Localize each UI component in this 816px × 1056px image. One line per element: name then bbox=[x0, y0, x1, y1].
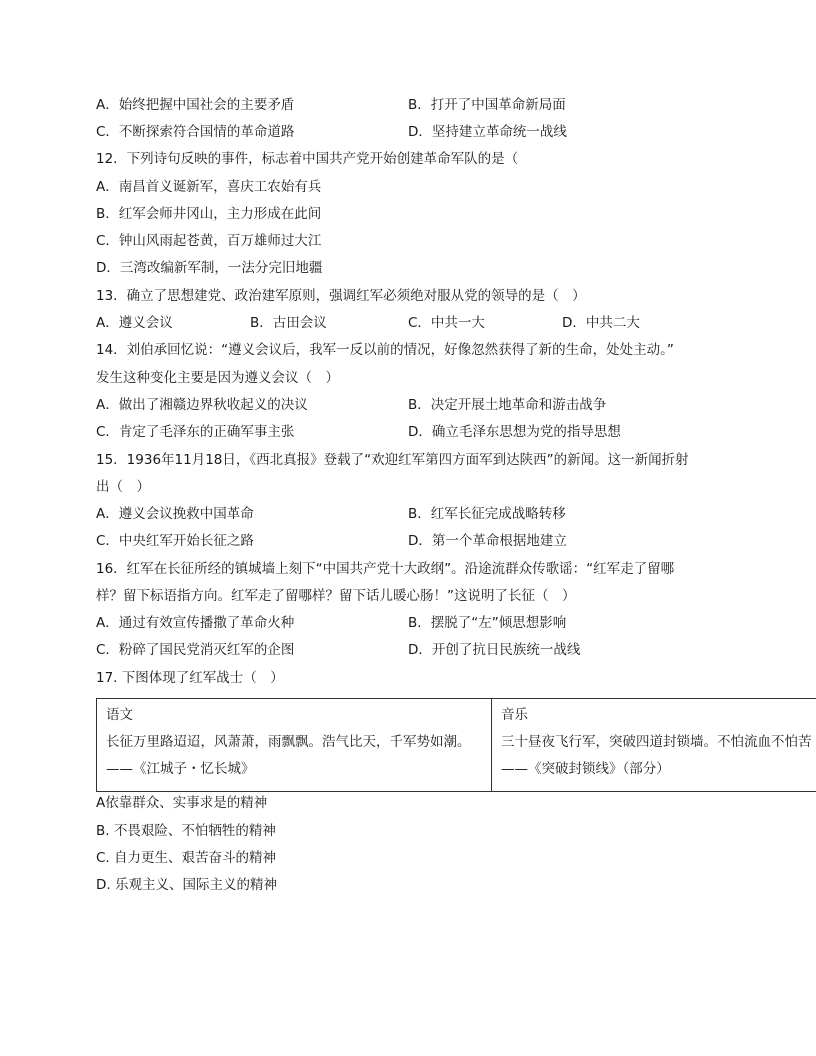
q17-option-d: D. 乐观主义、国际主义的精神 bbox=[96, 877, 277, 893]
q13-option-c: C．中共一大 bbox=[408, 315, 485, 331]
music-title: 音乐 bbox=[501, 707, 528, 723]
q13-option-d: D．中共二大 bbox=[562, 315, 640, 331]
q14-option-a: A．做出了湘赣边界秋收起义的决议 bbox=[96, 397, 308, 413]
q12-option-c: C．钟山风雨起苍黄，百万雄师过大江 bbox=[96, 233, 322, 249]
q12-option-a: A．南昌首义诞新军，喜庆工农始有兵 bbox=[96, 179, 322, 195]
q11-option-d: D．坚持建立革命统一战线 bbox=[408, 124, 567, 140]
q15-stem-line2: 出（ ） bbox=[96, 479, 150, 495]
q16-option-b: B．摆脱了“左”倾思想影响 bbox=[408, 615, 567, 631]
q14-stem-line1: 14．刘伯承回忆说：“遵义会议后，我军一反以前的情况，好像忽然获得了新的生命，处处主动。” bbox=[96, 342, 674, 358]
q16-option-c: C．粉碎了国民党消灭红军的企图 bbox=[96, 642, 295, 658]
q17-material-table bbox=[96, 698, 816, 792]
q13-option-a: A．遵义会议 bbox=[96, 315, 173, 331]
q15-option-d: D．第一个革命根据地建立 bbox=[408, 533, 567, 549]
q14-option-b: B．决定开展土地革命和游击战争 bbox=[408, 397, 607, 413]
q11-option-c: C．不断探索符合国情的革命道路 bbox=[96, 124, 295, 140]
chinese-poem: 长征万里路迢迢，风萧萧，雨飘飘。浩气比天，千军势如潮。 bbox=[106, 734, 471, 750]
q15-option-a: A．遵义会议挽救中国革命 bbox=[96, 506, 254, 522]
q15-option-c: C．中央红军开始长征之路 bbox=[96, 533, 254, 549]
q14-option-d: D．确立毛泽东思想为党的指导思想 bbox=[408, 424, 621, 440]
q17-option-c: C. 自力更生、艰苦奋斗的精神 bbox=[96, 850, 277, 866]
q17-option-a: A依靠群众、实事求是的精神 bbox=[96, 795, 268, 811]
q15-option-b: B．红军长征完成战略转移 bbox=[408, 506, 566, 522]
table-cell-chinese bbox=[97, 699, 491, 791]
q17-option-b: B. 不畏艰险、不怕牺牲的精神 bbox=[96, 823, 276, 839]
q16-stem-line2: 样？留下标语指方向。红军走了留哪样？留下话儿暖心肠！”这说明了长征（ ） bbox=[96, 588, 576, 604]
chinese-title: 语文 bbox=[106, 707, 133, 723]
q17-stem: 17. 下图体现了红军战士（ ） bbox=[96, 670, 284, 686]
q16-stem-line1: 16．红军在长征所经的镇城墙上刻下“中国共产党十大政纲”。沿途流群众传歌谣：“红军走了留哪 bbox=[96, 561, 675, 577]
q12-option-d: D．三湾改编新军制，一法分完旧地疆 bbox=[96, 260, 323, 276]
q13-option-b: B．古田会议 bbox=[250, 315, 327, 331]
music-lyrics: 三十昼夜飞行军，突破四道封锁墙。不怕流血不怕苦 bbox=[501, 734, 812, 750]
q13-stem: 13．确立了思想建党、政治建军原则，强调红军必须绝对服从党的领导的是（ ） bbox=[96, 288, 586, 304]
chinese-source: ——《江城子・忆长城》 bbox=[106, 761, 255, 777]
q11-option-a: A．始终把握中国社会的主要矛盾 bbox=[96, 97, 295, 113]
q12-stem: 12．下列诗句反映的事件，标志着中国共产党开始创建革命军队的是（ bbox=[96, 151, 519, 167]
music-source: ——《突破封锁线》（部分） bbox=[501, 761, 670, 777]
q14-stem-line2: 发生这种变化主要是因为遵义会议（ ） bbox=[96, 370, 339, 386]
table-cell-music bbox=[492, 699, 816, 791]
q11-option-b: B．打开了中国革命新局面 bbox=[408, 97, 566, 113]
q14-option-c: C．肯定了毛泽东的正确军事主张 bbox=[96, 424, 295, 440]
q15-stem-line1: 15．1936年11月18日，《西北真报》登载了“欢迎红军第四方面军到达陕西”的新闻。这一新闻折射 bbox=[96, 452, 689, 468]
q12-option-b: B．红军会师井冈山，主力形成在此间 bbox=[96, 206, 322, 222]
q16-option-d: D．开创了抗日民族统一战线 bbox=[408, 642, 581, 658]
q16-option-a: A．通过有效宣传播撒了革命火种 bbox=[96, 615, 295, 631]
